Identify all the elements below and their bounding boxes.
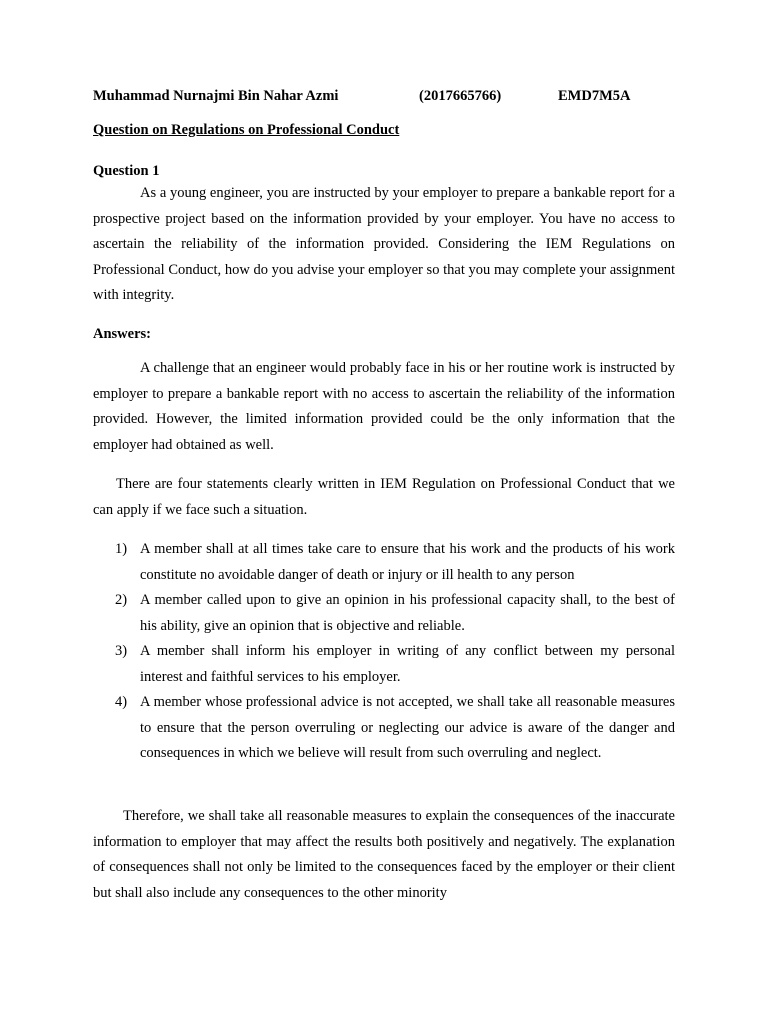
statement-text: A member shall inform his employer in writing of any conflict between my personal interest and faithful services to his employer.	[140, 643, 675, 685]
answers-heading: Answers:	[93, 326, 151, 342]
document-title: Question on Regulations on Professional Conduct	[93, 122, 400, 138]
statement-number: 3)	[115, 643, 128, 659]
question-text: As a young engineer, you are instructed by your employer to prepare a bankable report for a prospective project based on the information provided by your employer. You have no access to ascertain the reliability of the information provided. Considering the IEM Regulations on Professional Conduct, how do you advise your employer so that you may complete your assignment with integrity.	[93, 185, 675, 303]
question-heading: Question 1	[93, 163, 160, 179]
student-header	[93, 88, 653, 106]
student-id: (2017665766)	[419, 88, 502, 104]
statements-intro: There are four statements clearly written in IEM Regulation on Professional Conduct that we can apply if we face such a situation.	[93, 476, 675, 518]
statement-number: 2)	[115, 592, 128, 608]
student-name: Muhammad Nurnajmi Bin Nahar Azmi	[93, 88, 339, 104]
statements-list	[93, 537, 675, 767]
statement-number: 1)	[115, 541, 128, 557]
statement-text: A member called upon to give an opinion in his professional capacity shall, to the best of his ability, give an opinion that is objective and reliable.	[140, 592, 675, 634]
statement-text: A member shall at all times take care to ensure that his work and the products of his work constitute no avoidable danger of death or injury or ill health to any person	[140, 541, 675, 583]
answer-paragraph: A challenge that an engineer would probably face in his or her routine work is instructed by employer to prepare a bankable report with no access to ascertain the reliability of the information provided. However, the limited information provided could be the only information that the employer had obtained as well.	[93, 360, 675, 453]
statement-item	[93, 588, 675, 639]
statement-item	[93, 690, 675, 767]
statement-number: 4)	[115, 694, 128, 710]
group-code: EMD7M5A	[558, 88, 631, 104]
statement-text: A member whose professional advice is not accepted, we shall take all reasonable measures to ensure that the person overruling or neglecting our advice is aware of the danger and consequences in which we believe will result from such overruling and neglect.	[140, 694, 675, 761]
conclusion-paragraph: Therefore, we shall take all reasonable measures to explain the consequences of the inaccurate information to employer that may affect the results both positively and negatively. The explanation of consequences shall not only be limited to the consequences faced by the employer or their client but shall also include any consequences to the other minority	[93, 808, 675, 901]
statement-item	[93, 537, 675, 588]
statement-item	[93, 639, 675, 690]
